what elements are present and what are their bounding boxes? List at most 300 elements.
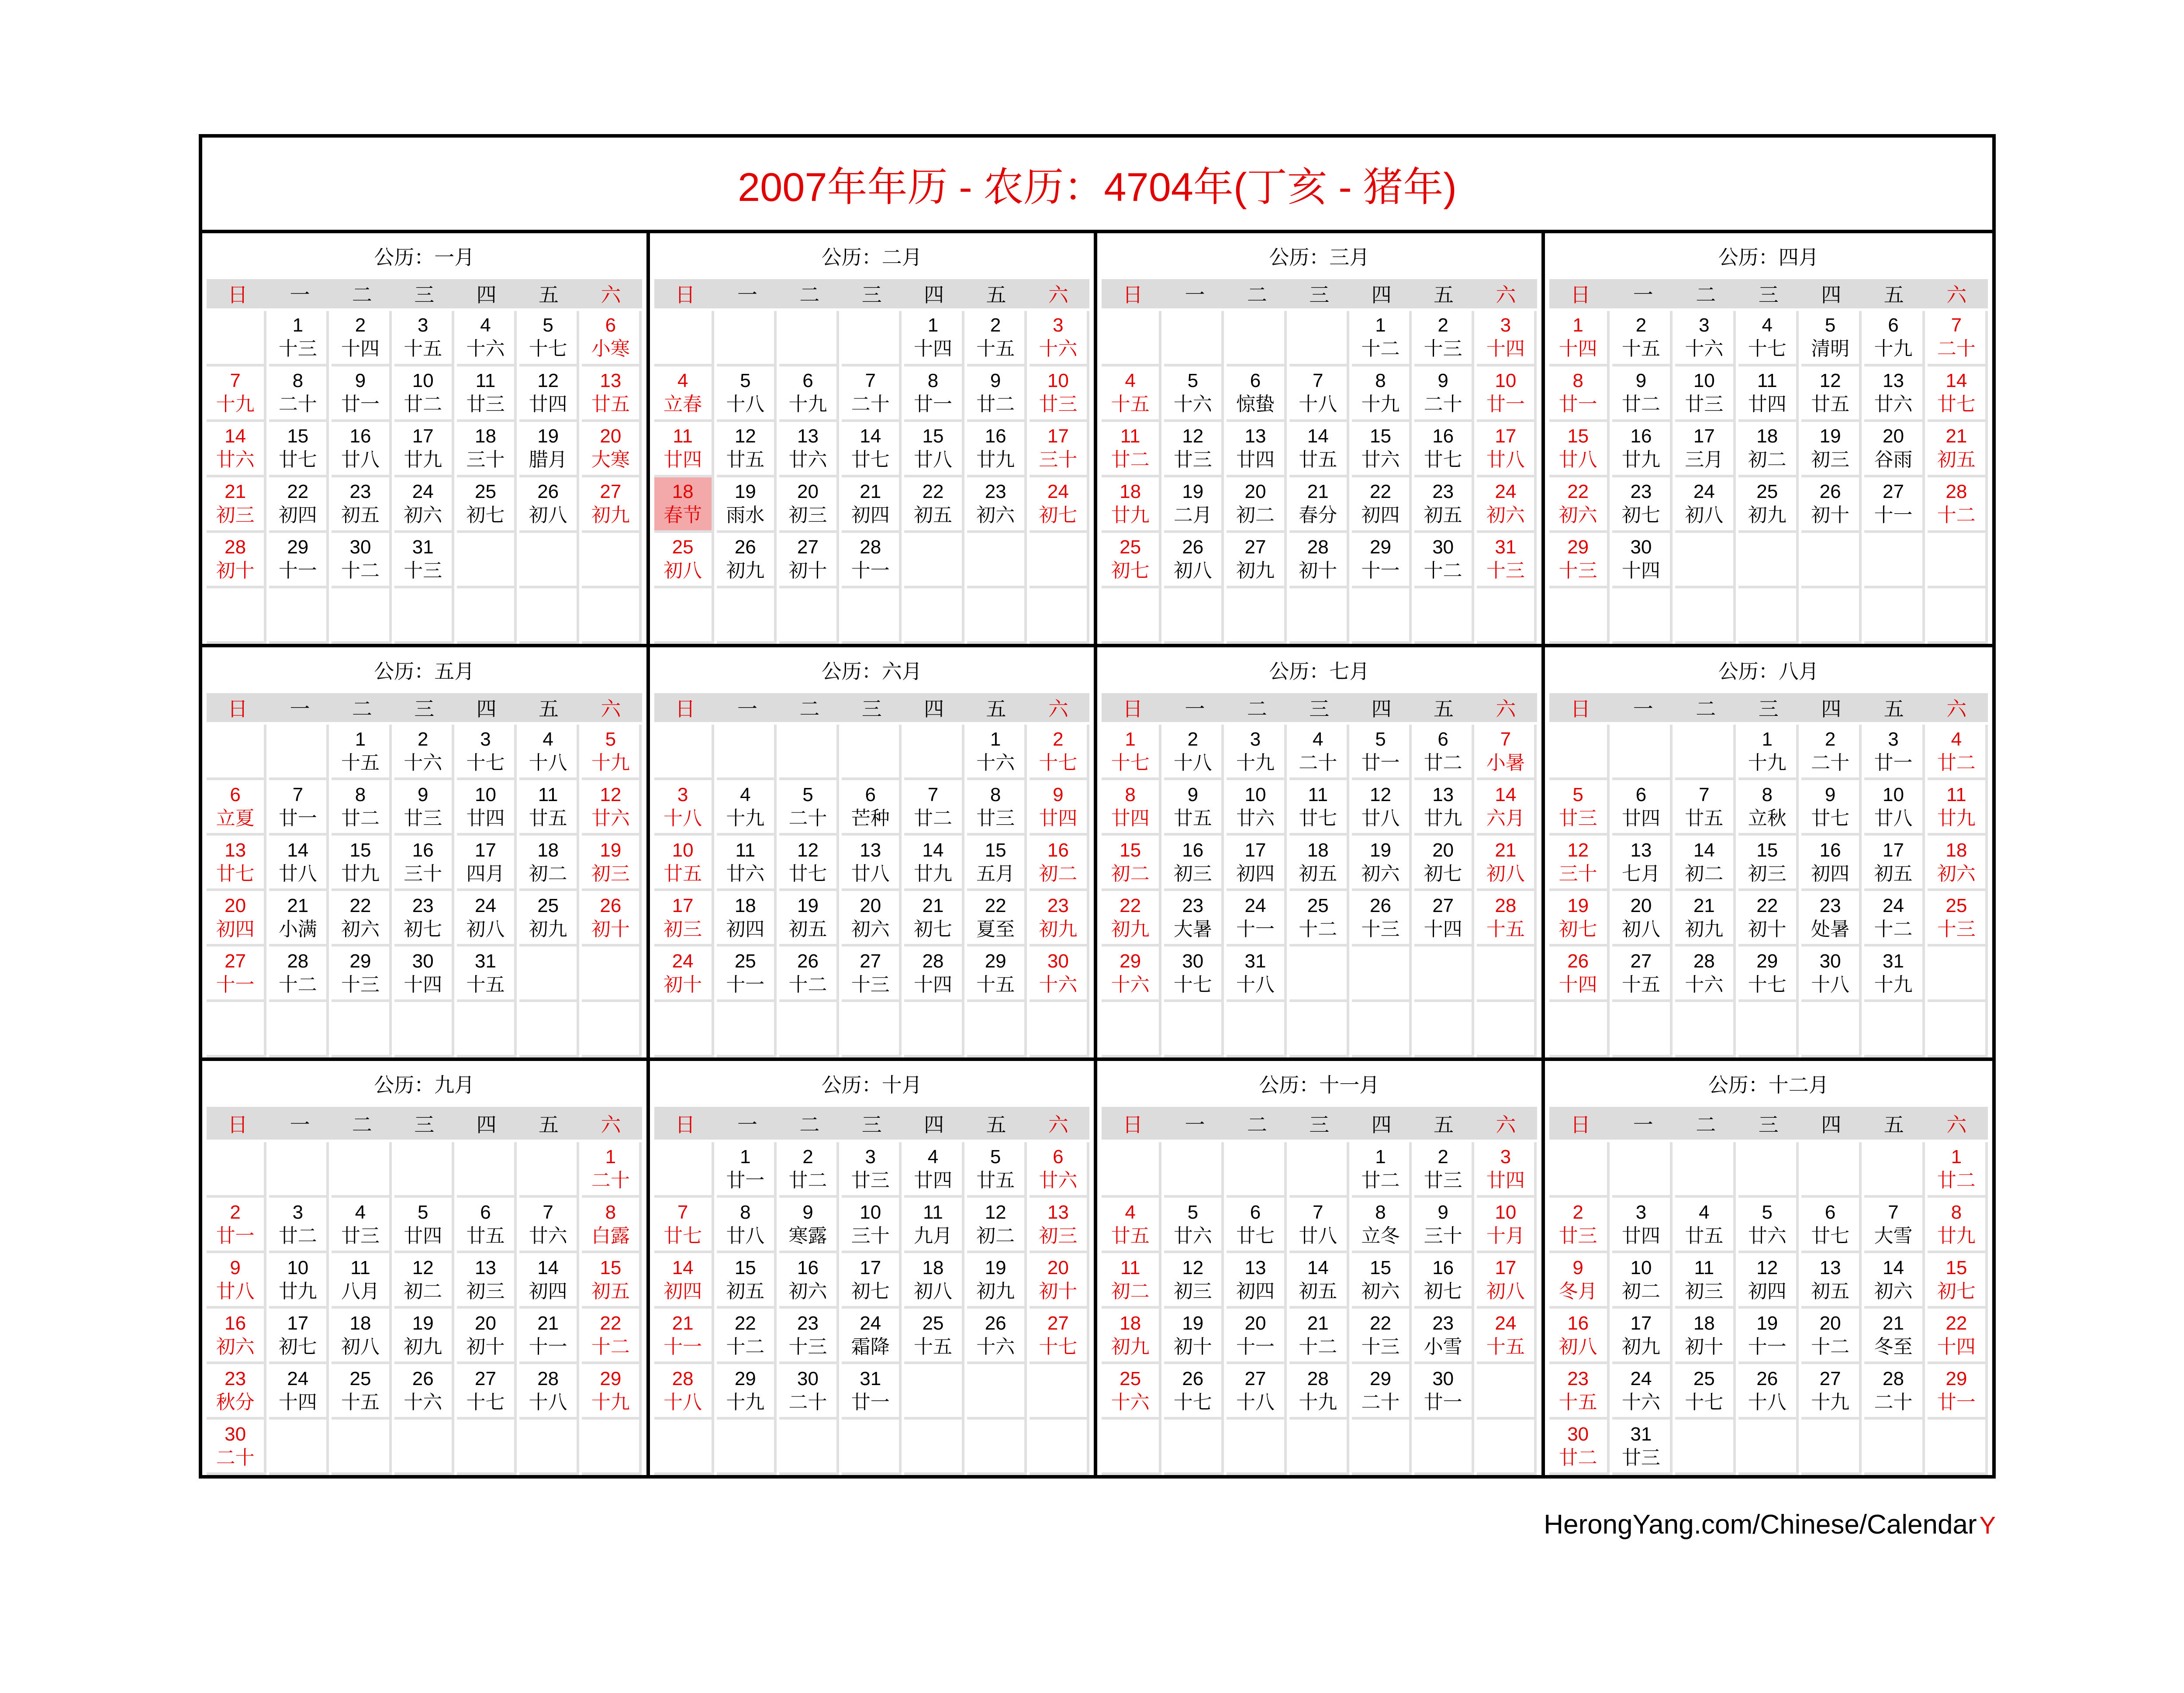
day-cell[interactable] bbox=[1612, 780, 1673, 836]
day-cell[interactable] bbox=[394, 836, 454, 891]
day-cell[interactable] bbox=[1352, 422, 1412, 477]
day-cell[interactable] bbox=[717, 947, 777, 1002]
day-cell[interactable] bbox=[1164, 1309, 1224, 1364]
day-cell[interactable] bbox=[1289, 891, 1349, 947]
day-cell[interactable] bbox=[1030, 891, 1089, 947]
day-cell[interactable] bbox=[1030, 780, 1089, 836]
day-cell[interactable] bbox=[1928, 725, 1988, 780]
day-cell[interactable] bbox=[1414, 477, 1474, 533]
day-cell[interactable] bbox=[1477, 422, 1537, 477]
day-cell[interactable] bbox=[1675, 891, 1735, 947]
day-cell[interactable] bbox=[1352, 1364, 1412, 1420]
day-cell[interactable] bbox=[1352, 725, 1412, 780]
day-cell[interactable] bbox=[519, 366, 579, 422]
day-cell[interactable] bbox=[1227, 477, 1286, 533]
day-cell[interactable] bbox=[654, 891, 714, 947]
day-cell[interactable] bbox=[582, 1253, 642, 1309]
day-cell[interactable] bbox=[1227, 1253, 1286, 1309]
footer-link[interactable]: HerongYang.com/Chinese/Calendar bbox=[1544, 1510, 1977, 1540]
day-cell[interactable] bbox=[1612, 533, 1673, 588]
day-cell[interactable] bbox=[1928, 891, 1988, 947]
day-cell[interactable] bbox=[1102, 533, 1161, 588]
day-cell[interactable] bbox=[1549, 477, 1610, 533]
day-cell[interactable] bbox=[457, 836, 517, 891]
day-cell[interactable] bbox=[1738, 1253, 1799, 1309]
day-cell[interactable] bbox=[1675, 1198, 1735, 1253]
day-cell[interactable] bbox=[207, 891, 266, 947]
day-cell[interactable] bbox=[1675, 1309, 1735, 1364]
day-cell[interactable] bbox=[269, 947, 329, 1002]
day-cell[interactable] bbox=[1227, 891, 1286, 947]
day-cell[interactable] bbox=[1864, 1364, 1925, 1420]
day-cell[interactable] bbox=[1864, 366, 1925, 422]
day-cell[interactable] bbox=[582, 477, 642, 533]
day-cell[interactable] bbox=[717, 780, 777, 836]
day-cell[interactable] bbox=[332, 725, 391, 780]
day-cell[interactable] bbox=[582, 836, 642, 891]
day-cell[interactable] bbox=[207, 422, 266, 477]
day-cell[interactable] bbox=[654, 422, 714, 477]
day-cell[interactable] bbox=[582, 780, 642, 836]
day-cell[interactable] bbox=[1102, 1309, 1161, 1364]
day-cell[interactable] bbox=[1352, 891, 1412, 947]
day-cell[interactable] bbox=[717, 1142, 777, 1198]
day-cell[interactable] bbox=[1414, 366, 1474, 422]
day-cell[interactable] bbox=[842, 891, 902, 947]
day-cell[interactable] bbox=[269, 836, 329, 891]
day-cell[interactable] bbox=[1549, 1309, 1610, 1364]
day-cell[interactable] bbox=[1477, 366, 1537, 422]
day-cell[interactable] bbox=[1612, 422, 1673, 477]
day-cell[interactable] bbox=[1352, 836, 1412, 891]
day-cell[interactable] bbox=[904, 1142, 964, 1198]
day-cell[interactable] bbox=[779, 836, 839, 891]
day-cell[interactable] bbox=[779, 1309, 839, 1364]
day-cell[interactable] bbox=[1102, 891, 1161, 947]
day-cell[interactable] bbox=[1864, 1253, 1925, 1309]
day-cell[interactable] bbox=[1801, 1253, 1862, 1309]
day-cell[interactable] bbox=[1928, 1253, 1988, 1309]
day-cell[interactable] bbox=[1801, 1309, 1862, 1364]
day-cell[interactable] bbox=[1738, 366, 1799, 422]
day-cell[interactable] bbox=[1102, 836, 1161, 891]
day-cell[interactable] bbox=[1864, 891, 1925, 947]
day-cell[interactable] bbox=[1102, 422, 1161, 477]
day-cell[interactable] bbox=[779, 1142, 839, 1198]
day-cell[interactable] bbox=[332, 477, 391, 533]
day-cell[interactable] bbox=[1227, 836, 1286, 891]
day-cell[interactable] bbox=[967, 1198, 1027, 1253]
day-cell[interactable] bbox=[519, 780, 579, 836]
day-cell[interactable] bbox=[582, 891, 642, 947]
day-cell[interactable] bbox=[332, 366, 391, 422]
day-cell[interactable] bbox=[1864, 780, 1925, 836]
day-cell[interactable] bbox=[1612, 366, 1673, 422]
day-cell[interactable] bbox=[1227, 780, 1286, 836]
day-cell[interactable] bbox=[1928, 422, 1988, 477]
day-cell[interactable] bbox=[1738, 947, 1799, 1002]
day-cell[interactable] bbox=[904, 422, 964, 477]
day-cell[interactable] bbox=[717, 1309, 777, 1364]
day-cell[interactable] bbox=[1928, 1142, 1988, 1198]
day-cell[interactable] bbox=[1864, 1198, 1925, 1253]
day-cell[interactable] bbox=[967, 836, 1027, 891]
day-cell[interactable] bbox=[1928, 1309, 1988, 1364]
day-cell[interactable] bbox=[842, 947, 902, 1002]
day-cell[interactable] bbox=[1549, 780, 1610, 836]
day-cell[interactable] bbox=[519, 1198, 579, 1253]
day-cell[interactable] bbox=[1352, 311, 1412, 366]
day-cell[interactable] bbox=[904, 836, 964, 891]
day-cell[interactable] bbox=[1477, 780, 1537, 836]
day-cell[interactable] bbox=[519, 311, 579, 366]
day-cell[interactable] bbox=[394, 780, 454, 836]
day-cell[interactable] bbox=[1928, 477, 1988, 533]
day-cell[interactable] bbox=[904, 947, 964, 1002]
day-cell[interactable] bbox=[207, 477, 266, 533]
day-cell[interactable] bbox=[904, 366, 964, 422]
day-cell[interactable] bbox=[654, 1198, 714, 1253]
day-cell[interactable] bbox=[1414, 725, 1474, 780]
day-cell[interactable] bbox=[967, 311, 1027, 366]
day-cell[interactable] bbox=[779, 947, 839, 1002]
day-cell[interactable] bbox=[1030, 366, 1089, 422]
day-cell[interactable] bbox=[1030, 725, 1089, 780]
day-cell[interactable] bbox=[1289, 533, 1349, 588]
day-cell[interactable] bbox=[269, 422, 329, 477]
day-cell[interactable] bbox=[332, 1198, 391, 1253]
day-cell[interactable] bbox=[1102, 947, 1161, 1002]
day-cell[interactable] bbox=[717, 891, 777, 947]
day-cell[interactable] bbox=[779, 366, 839, 422]
day-cell[interactable] bbox=[654, 533, 714, 588]
day-cell[interactable] bbox=[1801, 1198, 1862, 1253]
day-cell[interactable] bbox=[904, 477, 964, 533]
day-cell[interactable] bbox=[1414, 311, 1474, 366]
day-cell[interactable] bbox=[457, 1198, 517, 1253]
day-cell[interactable] bbox=[842, 1198, 902, 1253]
day-cell[interactable] bbox=[1352, 780, 1412, 836]
day-cell[interactable] bbox=[519, 836, 579, 891]
day-cell[interactable] bbox=[519, 725, 579, 780]
day-cell[interactable] bbox=[1738, 725, 1799, 780]
day-cell[interactable] bbox=[332, 311, 391, 366]
day-cell[interactable] bbox=[779, 533, 839, 588]
day-cell[interactable] bbox=[842, 533, 902, 588]
day-cell[interactable] bbox=[1289, 836, 1349, 891]
day-cell[interactable] bbox=[779, 422, 839, 477]
day-cell[interactable] bbox=[394, 725, 454, 780]
day-cell[interactable] bbox=[1801, 366, 1862, 422]
day-cell[interactable] bbox=[1612, 891, 1673, 947]
day-cell[interactable] bbox=[1289, 366, 1349, 422]
day-cell[interactable] bbox=[1030, 311, 1089, 366]
day-cell[interactable] bbox=[1549, 1198, 1610, 1253]
day-cell[interactable] bbox=[717, 477, 777, 533]
day-cell[interactable] bbox=[207, 1309, 266, 1364]
day-cell[interactable] bbox=[1289, 1364, 1349, 1420]
day-cell[interactable] bbox=[457, 477, 517, 533]
day-cell[interactable] bbox=[1414, 780, 1474, 836]
day-cell[interactable] bbox=[1030, 422, 1089, 477]
day-cell[interactable] bbox=[457, 311, 517, 366]
day-cell[interactable] bbox=[1352, 533, 1412, 588]
day-cell[interactable] bbox=[269, 1309, 329, 1364]
day-cell[interactable] bbox=[1164, 366, 1224, 422]
day-cell[interactable] bbox=[1477, 725, 1537, 780]
day-cell[interactable] bbox=[1477, 477, 1537, 533]
day-cell[interactable] bbox=[1675, 311, 1735, 366]
day-cell[interactable] bbox=[1164, 533, 1224, 588]
day-cell[interactable] bbox=[1738, 311, 1799, 366]
day-cell[interactable] bbox=[1738, 780, 1799, 836]
day-cell[interactable] bbox=[1414, 836, 1474, 891]
day-cell[interactable] bbox=[457, 891, 517, 947]
day-cell[interactable] bbox=[1414, 891, 1474, 947]
day-cell[interactable] bbox=[1675, 1253, 1735, 1309]
day-cell[interactable] bbox=[1549, 366, 1610, 422]
day-cell[interactable] bbox=[394, 477, 454, 533]
day-cell[interactable] bbox=[1102, 366, 1161, 422]
day-cell[interactable] bbox=[1549, 891, 1610, 947]
day-cell[interactable] bbox=[1549, 836, 1610, 891]
day-cell[interactable] bbox=[207, 366, 266, 422]
day-cell[interactable] bbox=[1738, 891, 1799, 947]
day-cell[interactable] bbox=[394, 533, 454, 588]
day-cell[interactable] bbox=[967, 1253, 1027, 1309]
day-cell[interactable] bbox=[1801, 422, 1862, 477]
day-cell[interactable] bbox=[269, 1253, 329, 1309]
day-cell[interactable] bbox=[1227, 947, 1286, 1002]
day-cell[interactable] bbox=[1030, 1253, 1089, 1309]
day-cell[interactable] bbox=[457, 947, 517, 1002]
day-cell[interactable] bbox=[842, 1142, 902, 1198]
day-cell[interactable] bbox=[1164, 947, 1224, 1002]
day-cell[interactable] bbox=[1289, 1253, 1349, 1309]
day-cell[interactable] bbox=[842, 780, 902, 836]
day-cell[interactable] bbox=[967, 422, 1027, 477]
day-cell[interactable] bbox=[1675, 477, 1735, 533]
day-cell[interactable] bbox=[904, 780, 964, 836]
day-cell[interactable] bbox=[394, 366, 454, 422]
day-cell[interactable] bbox=[1928, 836, 1988, 891]
day-cell[interactable] bbox=[779, 1253, 839, 1309]
day-cell[interactable] bbox=[1414, 1142, 1474, 1198]
day-cell[interactable] bbox=[1738, 422, 1799, 477]
day-cell[interactable] bbox=[1414, 1309, 1474, 1364]
day-cell[interactable] bbox=[654, 477, 714, 533]
day-cell[interactable] bbox=[1030, 1142, 1089, 1198]
day-cell[interactable] bbox=[394, 1364, 454, 1420]
day-cell[interactable] bbox=[654, 947, 714, 1002]
day-cell[interactable] bbox=[1414, 533, 1474, 588]
day-cell[interactable] bbox=[1477, 836, 1537, 891]
day-cell[interactable] bbox=[1738, 836, 1799, 891]
day-cell[interactable] bbox=[967, 366, 1027, 422]
day-cell[interactable] bbox=[654, 1309, 714, 1364]
day-cell[interactable] bbox=[1102, 1364, 1161, 1420]
day-cell[interactable] bbox=[332, 1364, 391, 1420]
day-cell[interactable] bbox=[1030, 947, 1089, 1002]
day-cell[interactable] bbox=[269, 891, 329, 947]
day-cell[interactable] bbox=[717, 836, 777, 891]
day-cell[interactable] bbox=[582, 366, 642, 422]
day-cell[interactable] bbox=[394, 311, 454, 366]
day-cell[interactable] bbox=[582, 1142, 642, 1198]
day-cell[interactable] bbox=[1289, 1198, 1349, 1253]
day-cell[interactable] bbox=[842, 366, 902, 422]
day-cell[interactable] bbox=[1030, 1309, 1089, 1364]
day-cell[interactable] bbox=[1414, 422, 1474, 477]
day-cell[interactable] bbox=[1738, 1309, 1799, 1364]
day-cell[interactable] bbox=[207, 780, 266, 836]
day-cell[interactable] bbox=[394, 1253, 454, 1309]
day-cell[interactable] bbox=[332, 780, 391, 836]
day-cell[interactable] bbox=[1102, 477, 1161, 533]
day-cell[interactable] bbox=[332, 891, 391, 947]
day-cell[interactable] bbox=[904, 311, 964, 366]
day-cell[interactable] bbox=[207, 947, 266, 1002]
day-cell[interactable] bbox=[1164, 1253, 1224, 1309]
day-cell[interactable] bbox=[1928, 780, 1988, 836]
day-cell[interactable] bbox=[1928, 1198, 1988, 1253]
day-cell[interactable] bbox=[842, 836, 902, 891]
day-cell[interactable] bbox=[207, 1364, 266, 1420]
day-cell[interactable] bbox=[1675, 780, 1735, 836]
day-cell[interactable] bbox=[1928, 1364, 1988, 1420]
day-cell[interactable] bbox=[1549, 1253, 1610, 1309]
day-cell[interactable] bbox=[654, 1253, 714, 1309]
day-cell[interactable] bbox=[1864, 947, 1925, 1002]
day-cell[interactable] bbox=[779, 780, 839, 836]
day-cell[interactable] bbox=[1289, 422, 1349, 477]
day-cell[interactable] bbox=[1352, 477, 1412, 533]
day-cell[interactable] bbox=[967, 477, 1027, 533]
day-cell[interactable] bbox=[269, 780, 329, 836]
day-cell[interactable] bbox=[519, 1253, 579, 1309]
day-cell[interactable] bbox=[1030, 1198, 1089, 1253]
day-cell[interactable] bbox=[1227, 422, 1286, 477]
day-cell[interactable] bbox=[842, 1364, 902, 1420]
day-cell[interactable] bbox=[332, 947, 391, 1002]
day-cell[interactable] bbox=[1102, 780, 1161, 836]
day-cell[interactable] bbox=[1864, 422, 1925, 477]
day-cell[interactable] bbox=[654, 1364, 714, 1420]
day-cell[interactable] bbox=[1801, 311, 1862, 366]
day-cell[interactable] bbox=[1289, 725, 1349, 780]
day-cell[interactable] bbox=[842, 1253, 902, 1309]
day-cell[interactable] bbox=[269, 1364, 329, 1420]
day-cell[interactable] bbox=[842, 1309, 902, 1364]
day-cell[interactable] bbox=[1352, 1142, 1412, 1198]
day-cell[interactable] bbox=[1549, 533, 1610, 588]
day-cell[interactable] bbox=[269, 366, 329, 422]
day-cell[interactable] bbox=[1801, 1364, 1862, 1420]
day-cell[interactable] bbox=[1102, 725, 1161, 780]
day-cell[interactable] bbox=[394, 1309, 454, 1364]
day-cell[interactable] bbox=[1352, 1309, 1412, 1364]
day-cell[interactable] bbox=[717, 533, 777, 588]
day-cell[interactable] bbox=[1352, 1253, 1412, 1309]
day-cell[interactable] bbox=[717, 1253, 777, 1309]
day-cell[interactable] bbox=[1738, 1198, 1799, 1253]
day-cell[interactable] bbox=[332, 1253, 391, 1309]
day-cell[interactable] bbox=[1612, 1420, 1673, 1475]
day-cell[interactable] bbox=[1289, 780, 1349, 836]
day-cell[interactable] bbox=[269, 533, 329, 588]
day-cell[interactable] bbox=[842, 422, 902, 477]
day-cell[interactable] bbox=[1414, 1364, 1474, 1420]
day-cell[interactable] bbox=[1549, 947, 1610, 1002]
day-cell[interactable] bbox=[207, 836, 266, 891]
day-cell[interactable] bbox=[1164, 891, 1224, 947]
day-cell[interactable] bbox=[207, 1420, 266, 1475]
day-cell[interactable] bbox=[1675, 422, 1735, 477]
day-cell[interactable] bbox=[967, 780, 1027, 836]
day-cell[interactable] bbox=[394, 947, 454, 1002]
day-cell[interactable] bbox=[1675, 947, 1735, 1002]
day-cell[interactable] bbox=[207, 1198, 266, 1253]
day-cell[interactable] bbox=[457, 725, 517, 780]
day-cell[interactable] bbox=[1738, 477, 1799, 533]
day-cell[interactable] bbox=[1477, 311, 1537, 366]
day-cell[interactable] bbox=[457, 366, 517, 422]
day-cell[interactable] bbox=[457, 1309, 517, 1364]
day-cell[interactable] bbox=[457, 422, 517, 477]
day-cell[interactable] bbox=[1102, 1253, 1161, 1309]
day-cell[interactable] bbox=[269, 1198, 329, 1253]
day-cell[interactable] bbox=[1549, 1420, 1610, 1475]
day-cell[interactable] bbox=[582, 1309, 642, 1364]
day-cell[interactable] bbox=[904, 891, 964, 947]
day-cell[interactable] bbox=[1227, 366, 1286, 422]
day-cell[interactable] bbox=[1612, 1309, 1673, 1364]
day-cell[interactable] bbox=[1289, 477, 1349, 533]
day-cell[interactable] bbox=[717, 1364, 777, 1420]
day-cell[interactable] bbox=[332, 533, 391, 588]
day-cell[interactable] bbox=[779, 1364, 839, 1420]
day-cell[interactable] bbox=[1612, 1253, 1673, 1309]
day-cell[interactable] bbox=[967, 1309, 1027, 1364]
day-cell[interactable] bbox=[332, 1309, 391, 1364]
day-cell[interactable] bbox=[967, 725, 1027, 780]
day-cell[interactable] bbox=[1928, 366, 1988, 422]
day-cell[interactable] bbox=[779, 477, 839, 533]
day-cell[interactable] bbox=[1164, 1198, 1224, 1253]
day-cell[interactable] bbox=[842, 477, 902, 533]
day-cell[interactable] bbox=[967, 947, 1027, 1002]
day-cell[interactable] bbox=[1864, 725, 1925, 780]
day-cell[interactable] bbox=[779, 891, 839, 947]
day-cell[interactable] bbox=[1675, 366, 1735, 422]
day-cell[interactable] bbox=[519, 422, 579, 477]
day-cell[interactable] bbox=[1549, 422, 1610, 477]
day-cell[interactable] bbox=[717, 422, 777, 477]
day-cell[interactable] bbox=[1477, 891, 1537, 947]
day-cell[interactable] bbox=[207, 1253, 266, 1309]
day-cell[interactable] bbox=[1675, 1364, 1735, 1420]
day-cell[interactable] bbox=[1612, 1198, 1673, 1253]
day-cell[interactable] bbox=[1102, 1198, 1161, 1253]
day-cell[interactable] bbox=[1612, 1364, 1673, 1420]
day-cell[interactable] bbox=[1477, 1142, 1537, 1198]
day-cell[interactable] bbox=[1227, 725, 1286, 780]
day-cell[interactable] bbox=[1928, 311, 1988, 366]
day-cell[interactable] bbox=[1612, 477, 1673, 533]
day-cell[interactable] bbox=[519, 1309, 579, 1364]
day-cell[interactable] bbox=[904, 1309, 964, 1364]
day-cell[interactable] bbox=[1414, 1198, 1474, 1253]
